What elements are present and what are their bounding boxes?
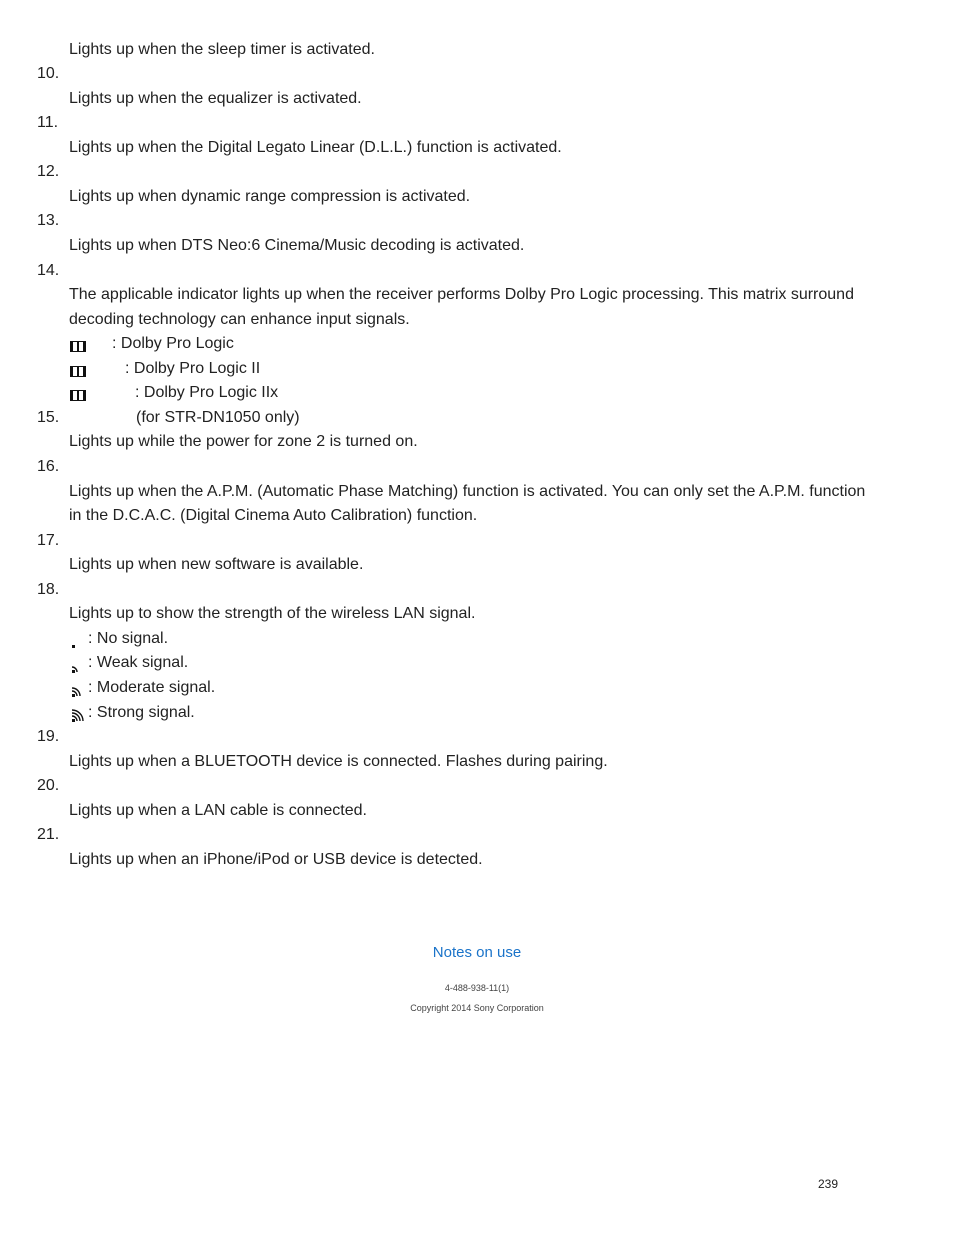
item-17-description: Lights up when new software is available.	[69, 556, 364, 573]
wireless-weak-signal-icon	[70, 659, 88, 675]
dolby-pro-logic-iix-label: : Dolby Pro Logic IIx	[135, 384, 279, 401]
item-15-description: Lights up while the power for zone 2 is turned on.	[69, 433, 418, 450]
no-signal-label: : No signal.	[88, 630, 169, 647]
item-12-description: Lights up when dynamic range compression is activated.	[69, 188, 471, 205]
dolby-double-d-icon	[70, 366, 86, 377]
item-13-description: Lights up when DTS Neo:6 Cinema/Music decoding is activated.	[69, 237, 525, 254]
item-20-number: 20.	[37, 777, 60, 794]
dolby-double-d-icon	[70, 390, 86, 401]
item-19-description: Lights up when a BLUETOOTH device is connected. Flashes during pairing.	[69, 753, 608, 770]
item-12-number: 12.	[37, 163, 60, 180]
item-19-number: 19.	[37, 728, 60, 745]
weak-signal-label: : Weak signal.	[88, 654, 189, 671]
dolby-pro-logic-label: : Dolby Pro Logic	[112, 335, 234, 352]
item-11-number: 11.	[37, 114, 59, 131]
wireless-strong-signal-icon	[70, 708, 88, 724]
page-number: 239	[818, 1177, 839, 1191]
wireless-no-signal-icon	[70, 634, 88, 650]
copyright-notice: Copyright 2014 Sony Corporation	[410, 1003, 544, 1013]
strong-signal-label: : Strong signal.	[88, 704, 195, 721]
item-16-number: 16.	[37, 458, 60, 475]
notes-on-use-link[interactable]: Notes on use	[432, 944, 522, 961]
item-14-description-line1: The applicable indicator lights up when the receiver performs Dolby Pro Logic processing. This matrix surround	[69, 286, 854, 303]
item-18-description: Lights up to show the strength of the wireless LAN signal.	[69, 605, 476, 622]
item-10-description: Lights up when the equalizer is activated.	[69, 90, 362, 107]
item-11-description: Lights up when the Digital Legato Linear (D.L.L.) function is activated.	[69, 139, 562, 156]
item-15-model-note: (for STR-DN1050 only)	[136, 409, 300, 426]
dolby-double-d-icon	[70, 341, 86, 352]
model-code: 4-488-938-11(1)	[444, 983, 510, 993]
item-13-number: 13.	[37, 212, 60, 229]
wireless-moderate-signal-icon	[70, 683, 88, 699]
item-16-description-line2: in the D.C.A.C. (Digital Cinema Auto Calibration) function.	[69, 507, 478, 524]
item-21-number: 21.	[37, 826, 60, 843]
item-17-number: 17.	[37, 532, 60, 549]
item-21-description: Lights up when an iPhone/iPod or USB device is detected.	[69, 851, 483, 868]
item-14-description-line2: decoding technology can enhance input signals.	[69, 311, 410, 328]
moderate-signal-label: : Moderate signal.	[88, 679, 216, 696]
item-18-number: 18.	[37, 581, 60, 598]
item-15-number: 15.	[37, 409, 60, 426]
item-16-description-line1: Lights up when the A.P.M. (Automatic Phase Matching) function is activated. You can only set the A.P.M. function	[69, 483, 866, 500]
item-20-description: Lights up when a LAN cable is connected.	[69, 802, 367, 819]
dolby-pro-logic-ii-label: : Dolby Pro Logic II	[125, 360, 261, 377]
item-14-number: 14.	[37, 262, 60, 279]
item-9-description: Lights up when the sleep timer is activated.	[69, 41, 375, 58]
item-10-number: 10.	[37, 65, 60, 82]
